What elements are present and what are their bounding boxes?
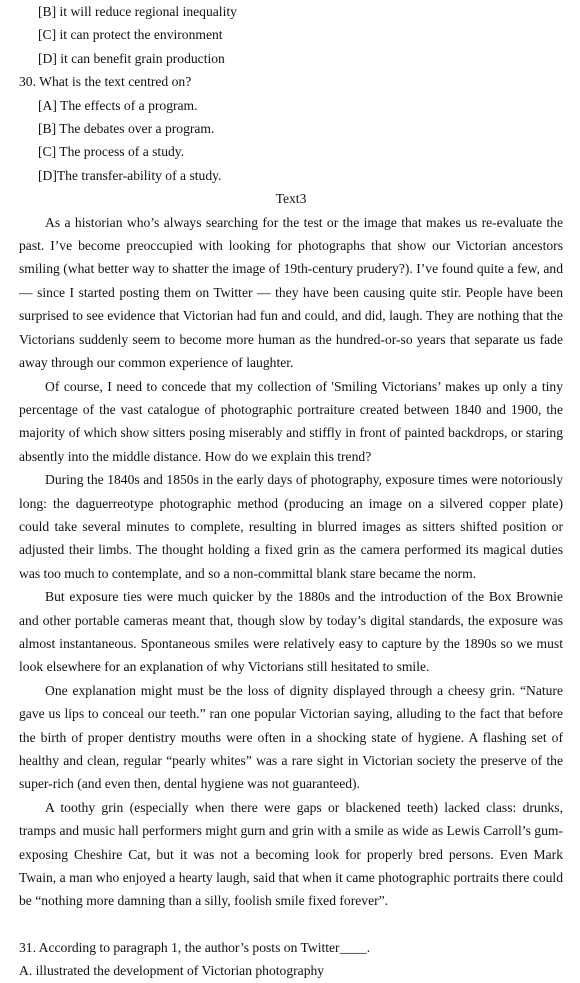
text3-paragraph-2: Of course, I need to concede that my collection of 'Smiling Victorians’ makes up only a tiny percentage of the vast catalogue of photographic portraiture created between 1840 and 1900, the majority of which show sitters posing miserably and stiffly in front of painted backdrops, or staring absently into the middle distance. How do we explain this trend? <box>19 378 563 464</box>
q29-options <box>19 0 563 70</box>
q31-stem: 31. According to paragraph 1, the author’s posts on Twitter____. <box>19 939 371 955</box>
q29-option-b: [B] it will reduce regional inequality <box>38 4 237 19</box>
text3-paragraph-6: A toothy grin (especially when there were gaps or blackened teeth) lacked class: drunks, tramps and music hall performers might gurn and grin with a smile as wide as Lewis Carroll’s gum-exposing Cheshire Cat, but it was not a becoming look for properly bred persons. Even Mark Twain, a man who enjoyed a hearty laugh, said that when it came photographic portraits there could be “nothing more damning than a silly, foolish smile fixed forever”. <box>19 799 563 909</box>
text3-paragraph-1: As a historian who’s always searching for the test or the image that makes us re-evaluate the past. I’ve become preoccupied with looking for photographs that show our Victorian ancestors smiling (what better way to shatter the image of 19th-century prudery?). I’ve found quite a few, and — since I started posting them on Twitter — they have been causing quite stir. People have been surprised to see evidence that Victorian had fun and could, and did, laugh. They are nothing that the Victorians suddenly seem to become more human as the hundred-or-so years that separate us fade away through our common experience of laughter. <box>19 214 563 371</box>
text3-paragraph-4: But exposure ties were much quicker by the 1880s and the introduction of the Box Brownie and other portable cameras meant that, though slow by today’s digital standards, the exposure was almost instantaneous. Spontaneous smiles were relatively easy to capture by the 1890s so we must look elsewhere for an explanation of why Victorians still hesitated to smile. <box>19 589 563 675</box>
text3-paragraph-5: One explanation might must be the loss of dignity displayed through a cheesy grin. “Nature gave us lips to conceal our teeth.” ran one popular Victorian saying, alluding to the fact that before the birth of proper dentistry mouths were often in a shocking state of hygiene. A flashing set of healthy and clean, regular “pearly whites” was a rare sight in Victorian society the preserve of the super-rich (and even then, dental hygiene was not guaranteed). <box>19 682 563 792</box>
question-31 <box>19 936 563 983</box>
q29-option-c: [C] it can protect the environment <box>38 27 223 43</box>
q30-stem: 30. What is the text centred on? <box>19 74 192 90</box>
spacer <box>19 913 563 936</box>
q31-option-a: A. illustrated the development of Victorian photography <box>19 963 325 979</box>
q29-option-d: [D] it can benefit grain production <box>38 50 225 66</box>
text3-section <box>19 187 563 913</box>
text3-paragraph-3: During the 1840s and 1850s in the early days of photography, exposure times were notoriously long: the daguerreotype photographic method (producing an image on a silvered copper plate) could take several minutes to complete, resulting in blurred images as sitters shifted position or adjusted their limbs. The thought holding a fixed grin as the camera performed its magical duties was too much to contemplate, and so a non-committal blank stare became the norm. <box>19 472 563 581</box>
q30-option-b: [B] The debates over a program. <box>38 121 215 137</box>
q30-option-c: [C] The process of a study. <box>38 144 185 160</box>
q30-option-a: [A] The effects of a program. <box>38 97 198 113</box>
q30-option-d: [D]The transfer-ability of a study. <box>38 167 222 183</box>
text3-title: Text3 <box>275 191 307 207</box>
question-30 <box>19 70 563 187</box>
